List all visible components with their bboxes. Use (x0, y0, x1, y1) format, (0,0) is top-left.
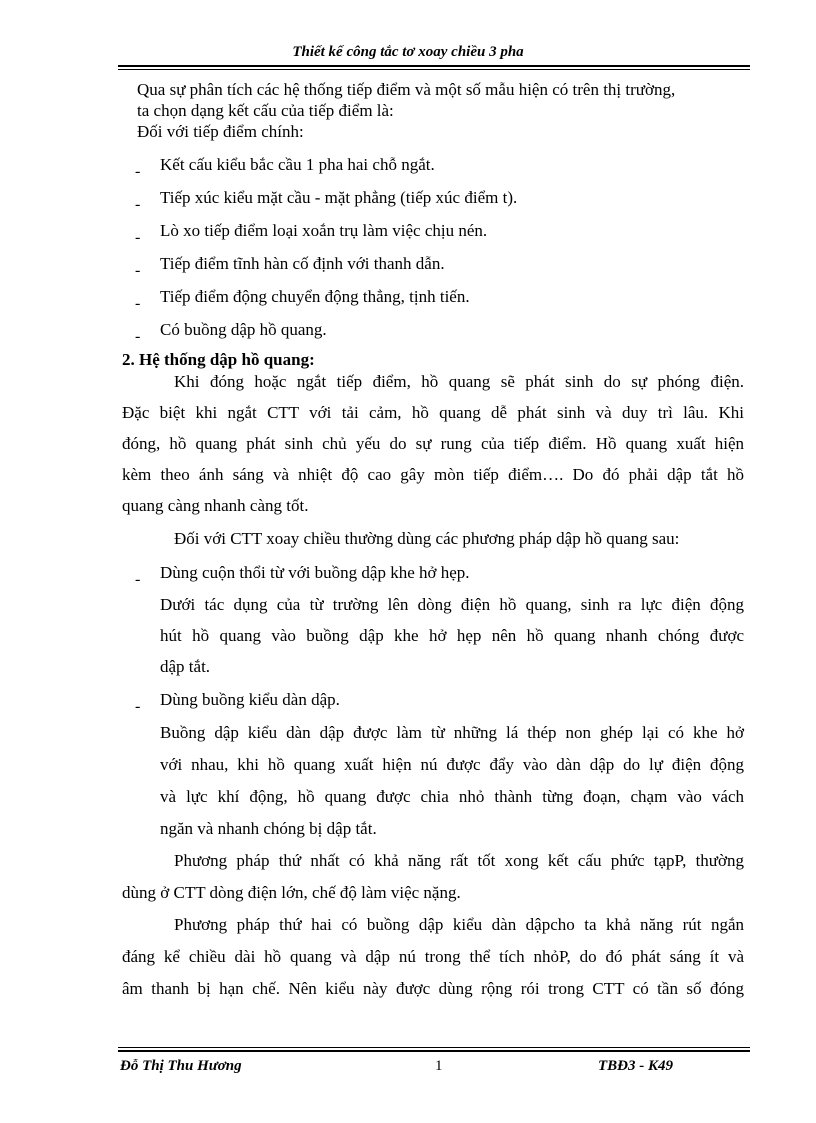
paragraph-line: Phương pháp thứ hai có buồng dập kiểu dàn dậpcho ta khả năng rút ngắn (174, 915, 744, 934)
page-number: 1 (435, 1058, 443, 1074)
list-item: Lò xo tiếp điểm loại xoắn trụ làm việc chịu nén. (160, 221, 488, 240)
paragraph-line: dập tắt. (160, 657, 211, 676)
method-1-title: Dùng cuộn thổi từ với buồng dập khe hở hẹp. (160, 563, 470, 582)
paragraph-line: và lực khí động, hồ quang được chia nhỏ thành từng đoạn, chạm vào vách (160, 787, 744, 806)
list-dash: - (135, 295, 141, 312)
footer-rule-thick (118, 1050, 750, 1052)
paragraph-line: đóng, hồ quang phát sinh chủ yếu do sự rung của tiếp điểm. Hồ quang xuất hiện (122, 434, 744, 453)
list-dash: - (135, 328, 141, 345)
list-dash: - (135, 262, 141, 279)
paragraph-line: hút hồ quang vào buồng dập khe hở hẹp nên hồ quang nhanh chóng được (160, 626, 744, 645)
footer-rule-thin (118, 1047, 750, 1048)
footer-class: TBĐ3 - K49 (598, 1058, 673, 1074)
list-item: Có buồng dập hồ quang. (160, 320, 327, 339)
paragraph-line: dùng ở CTT dòng điện lớn, chế độ làm việc nặng. (122, 883, 461, 902)
list-item: Tiếp xúc kiểu mặt cầu - mặt phẳng (tiếp xúc điểm t). (160, 188, 518, 207)
list-dash: - (135, 196, 141, 213)
section-heading: 2. Hệ thống dập hồ quang: (122, 350, 315, 369)
paragraph-line: với nhau, khi hồ quang xuất hiện nú được đẩy vào dàn dập do lự điện động (160, 755, 744, 774)
method-2-title: Dùng buồng kiểu dàn dập. (160, 690, 340, 709)
intro-line-1: Qua sự phân tích các hệ thống tiếp điểm và một số mẫu hiện có trên thị trường, (137, 80, 676, 99)
paragraph-line: Khi đóng hoặc ngắt tiếp điểm, hồ quang sẽ phát sinh do sự phóng điện. (174, 372, 744, 391)
intro-line-2: ta chọn dạng kết cấu của tiếp điểm là: (137, 101, 394, 120)
header-rule-thin (118, 69, 750, 70)
list-item: Tiếp điểm động chuyển động thẳng, tịnh tiến. (160, 287, 470, 306)
paragraph-line: ngăn và nhanh chóng bị dập tắt. (160, 819, 377, 838)
list-item: Tiếp điểm tĩnh hàn cố định với thanh dẫn. (160, 254, 445, 273)
intro-line-3: Đối với tiếp điểm chính: (137, 122, 304, 141)
paragraph-line: Phương pháp thứ nhất có khả năng rất tốt xong kết cấu phức tạpP, thường (174, 851, 744, 870)
paragraph-line: đáng kể chiều dài hồ quang và dập nú trong thể tích nhỏP, do đó phát sáng ít và (122, 947, 744, 966)
list-dash: - (135, 698, 141, 715)
list-item: Kết cấu kiểu bắc cầu 1 pha hai chỗ ngắt. (160, 155, 435, 174)
list-dash: - (135, 571, 141, 588)
page-header-title: Thiết kế công tắc tơ xoay chiều 3 pha (292, 44, 524, 60)
paragraph-line: Dưới tác dụng của từ trường lên dòng điện hồ quang, sinh ra lực điện động (160, 595, 744, 614)
paragraph-line: quang càng nhanh càng tốt. (122, 496, 309, 515)
paragraph-line: Buồng dập kiểu dàn dập được làm từ những lá thép non ghép lại có khe hở (160, 723, 744, 742)
header-rule-thick (118, 65, 750, 67)
paragraph-line: Đối với CTT xoay chiều thường dùng các phương pháp dập hồ quang sau: (174, 529, 680, 548)
paragraph-line: âm thanh bị hạn chế. Nên kiểu này được dùng rộng rói trong CTT có tần số đóng (122, 979, 744, 998)
footer-author: Đỗ Thị Thu Hương (120, 1058, 242, 1074)
list-dash: - (135, 163, 141, 180)
paragraph-line: Đặc biệt khi ngắt CTT với tải cảm, hồ quang dễ phát sinh và duy trì lâu. Khi (122, 403, 744, 422)
paragraph-line: kèm theo ánh sáng và nhiệt độ cao gây mòn tiếp điểm…. Do đó phải dập tắt hồ (122, 465, 744, 484)
list-dash: - (135, 229, 141, 246)
